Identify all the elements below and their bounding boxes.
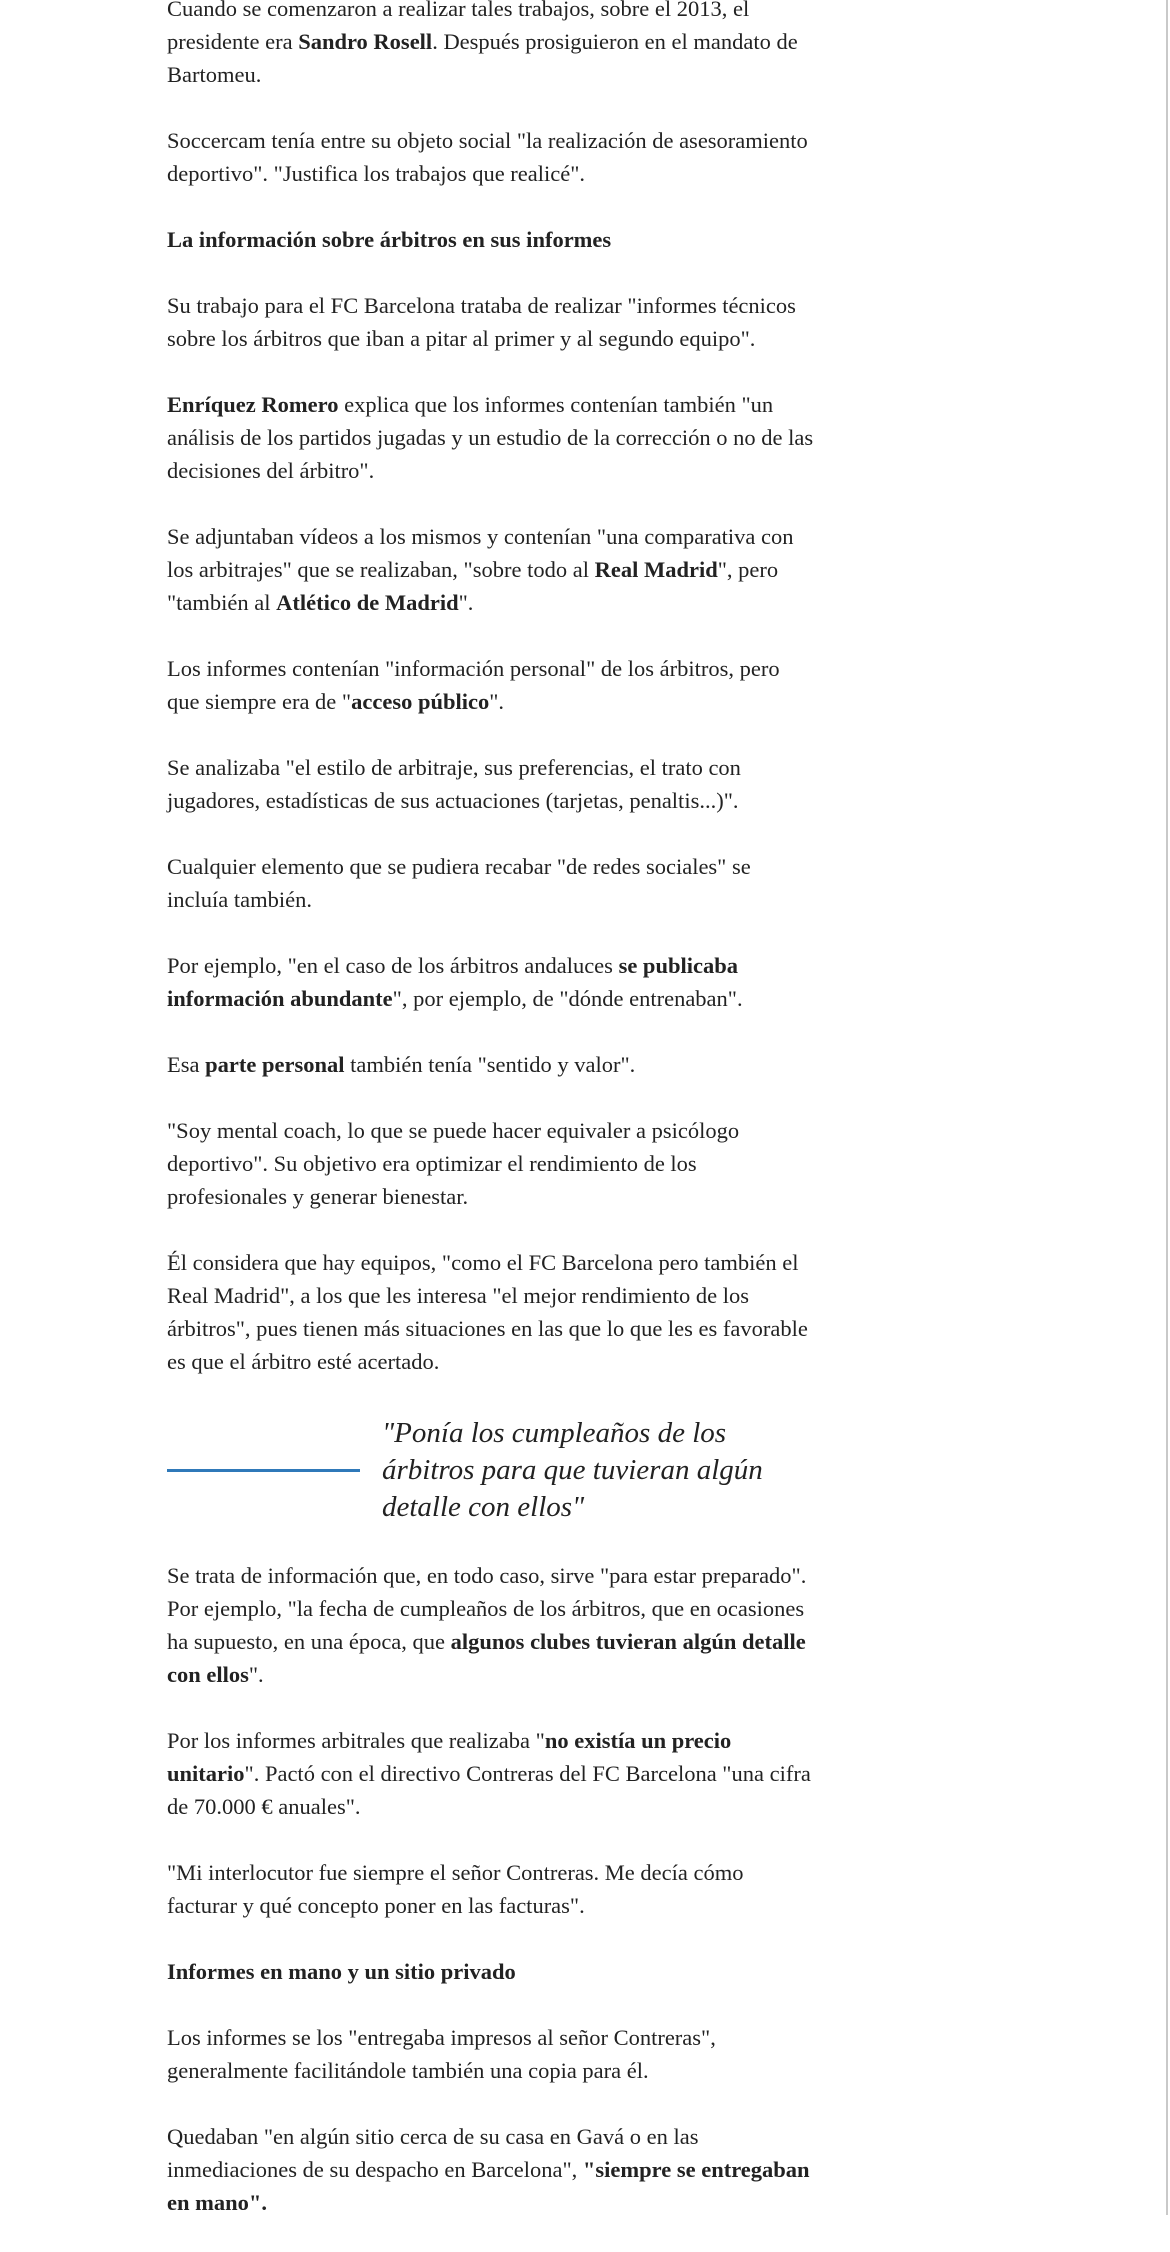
paragraph	[167, 1724, 817, 1823]
text: Él considera que hay equipos, "como el FC Barcelona pero también el Real Madrid", a los que les interesa "el mejor rendimiento de los árbitros", pues tienen más situaciones en las que lo que les es favorable es que el árbitro esté acertado.	[167, 1250, 808, 1374]
text: ".	[248, 1662, 264, 1687]
paragraph	[167, 652, 817, 718]
paragraph	[167, 1559, 817, 1691]
text: Cualquier elemento que se pudiera recabar "de redes sociales" se incluía también.	[167, 854, 751, 912]
paragraph	[167, 388, 817, 487]
text: Los informes se los "entregaba impresos al señor Contreras", generalmente facilitándole también una copia para él.	[167, 2025, 716, 2083]
section-heading: La información sobre árbitros en sus informes	[167, 227, 612, 252]
text: Cuando se comenzaron a realizar tales trabajos, sobre el 2013, el presidente era	[167, 0, 750, 54]
text: Se analizaba "el estilo de arbitraje, sus preferencias, el trato con jugadores, estadísticas de sus actuaciones (tarjetas, penaltis...)".	[167, 755, 741, 813]
bold-text: Real Madrid	[594, 557, 718, 582]
text: Su trabajo para el FC Barcelona trataba de realizar "informes técnicos sobre los árbitros que iban a pitar al primer y al segundo equipo".	[167, 293, 796, 351]
paragraph	[167, 850, 817, 916]
bold-text: "siempre se entregaban en mano".	[167, 2157, 810, 2215]
text: ".	[458, 590, 474, 615]
text: Por los informes arbitrales que realizaba "	[167, 1728, 545, 1753]
paragraph	[167, 124, 817, 190]
scrollbar-edge	[1166, 0, 1168, 2215]
paragraph	[167, 1114, 817, 1213]
text: . Después prosiguieron en el mandato de Bartomeu.	[167, 29, 798, 87]
text: ".	[489, 689, 505, 714]
text: Los informes contenían "información personal" de los árbitros, pero que siempre era de "	[167, 656, 780, 714]
article-body	[167, 0, 817, 2252]
paragraph	[167, 0, 817, 91]
text: también tenía "sentido y valor".	[344, 1052, 636, 1077]
text: ". Pactó con el directivo Contreras del FC Barcelona "una cifra de 70.000 € anuales".	[167, 1761, 811, 1819]
bold-text: se publicaba información abundante	[167, 953, 738, 1011]
text: "Mi interlocutor fue siempre el señor Contreras. Me decía cómo facturar y qué concepto poner en las facturas".	[167, 1860, 744, 1918]
text: Esa	[167, 1052, 206, 1077]
text: Soccercam tenía entre su objeto social "la realización de asesoramiento deportivo". "Justifica los trabajos que realicé".	[167, 128, 808, 186]
bold-text: no existía un precio unitario	[167, 1728, 732, 1786]
paragraph	[167, 520, 817, 619]
text: Quedaban "en algún sitio cerca de su casa en Gavá o en las inmediaciones de su despacho en Barcelona",	[167, 2124, 699, 2182]
text: Se adjuntaban vídeos a los mismos y contenían "una comparativa con los arbitrajes" que se realizaban, "sobre todo al	[167, 524, 794, 582]
text: Se trata de información que, en todo caso, sirve "para estar preparado". Por ejemplo, "la fecha de cumpleaños de los árbitros, que en ocasiones ha supuesto, en una época, que	[167, 1563, 807, 1654]
text: explica que los informes contenían también "un análisis de los partidos jugadas y un estudio de la corrección o no de las decisiones del árbitro".	[167, 392, 814, 483]
text: ", pero "también al	[167, 557, 779, 615]
paragraph	[167, 1048, 817, 1081]
section-heading: Informes en mano y un sitio privado	[167, 1959, 516, 1984]
bold-text: acceso público	[351, 689, 490, 714]
bold-text: Sandro Rosell	[298, 29, 433, 54]
bold-text: parte personal	[205, 1052, 345, 1077]
bold-text: Atlético de Madrid	[276, 590, 459, 615]
paragraph	[167, 2120, 817, 2219]
paragraph	[167, 1856, 817, 1922]
paragraph	[167, 1246, 817, 1378]
paragraph	[167, 751, 817, 817]
bold-text: Enríquez Romero	[167, 392, 339, 417]
text: "Soy mental coach, lo que se puede hacer equivaler a psicólogo deportivo". Su objetivo era optimizar el rendimiento de los profesionales y generar bienestar.	[167, 1118, 740, 1209]
pull-quote	[167, 1411, 817, 1526]
bold-text: algunos clubes tuvieran algún detalle con ellos	[167, 1629, 806, 1687]
text: ", por ejemplo, de "dónde entrenaban".	[392, 986, 743, 1011]
quote-rule	[167, 1469, 360, 1472]
paragraph	[167, 2021, 817, 2087]
quote-text: "Ponía los cumpleaños de los árbitros para que tuvieran algún detalle con ellos"	[382, 1417, 763, 1523]
paragraph	[167, 289, 817, 355]
paragraph	[167, 949, 817, 1015]
text: Por ejemplo, "en el caso de los árbitros andaluces	[167, 953, 619, 978]
